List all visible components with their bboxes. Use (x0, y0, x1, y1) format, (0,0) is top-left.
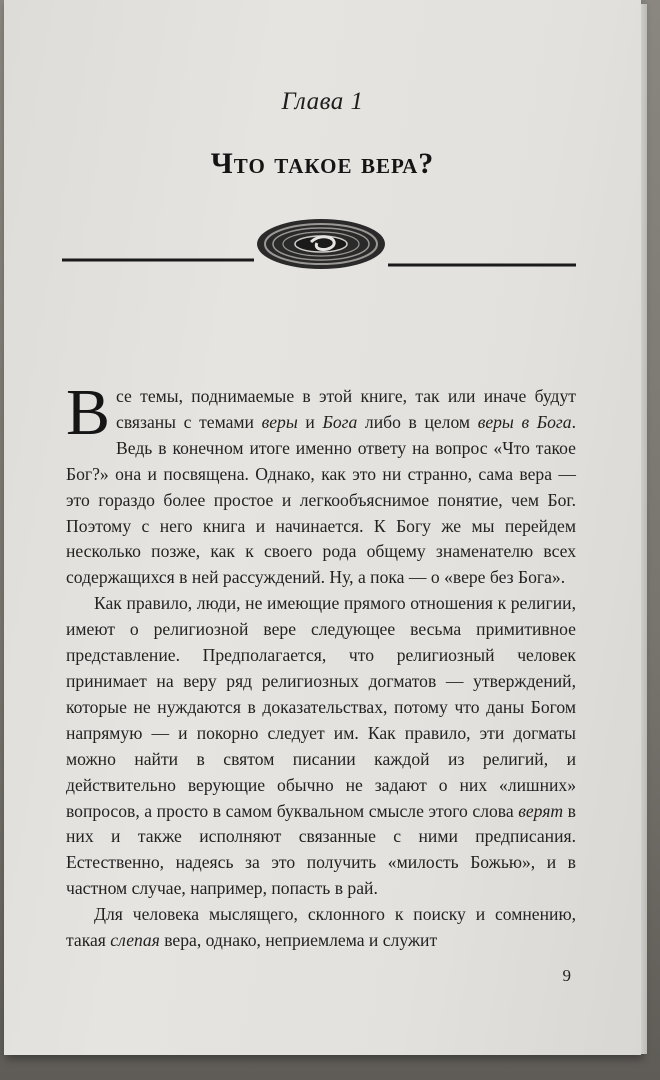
drop-cap: В (66, 376, 111, 449)
emphasis: верят (518, 800, 564, 821)
emphasis: слепая (110, 930, 160, 951)
chapter-label: Глава 1 (281, 88, 364, 115)
chapter-ornament (62, 216, 576, 276)
paragraph-3: Для человека мыслящего, склонного к поиску и сомнению, такая слепая вера, однако, неприемлема и служит (66, 904, 576, 951)
page-number: 9 (562, 966, 571, 985)
book-page (4, 0, 641, 1055)
ornament-swirl (257, 219, 385, 269)
emphasis: веры в Бога (477, 411, 572, 432)
emphasis: Бога (322, 411, 358, 432)
paragraph-2: Как правило, люди, не имеющие прямого отношения к религии, имеют о религиозной вере следующее весьма примитивное представление. Предполагается, что религиозный человек принимает на веру ряд религиозных догматов — утверждений, которые не нуждаются в доказательствах, потому что даны Богом напрямую — и покорно следует им. Как правило, эти догматы можно найти в святом писании каждой из религий, и действительно верующие обычно не задают о них «лишних» вопросов, а просто в самом буквальном смысле этого слова верят в них и также исполняют связанные с ними предписания. Естественно, надеясь за это получить «милость Божью», и в частном случае, например, попасть в рай. (66, 593, 576, 899)
emphasis: веры (261, 411, 298, 432)
body-text (66, 376, 576, 954)
chapter-title: Что такое вера? (210, 147, 435, 180)
paragraph-1: Все темы, поднимаемые в этой книге, так или иначе будут связаны с темами веры и Бога либо в целом веры в Бога. Ведь в конечном итоге именно ответу на вопрос «Что такое Бог?» она и посвящена. Однако, как это ни странно, сама вера — это гораздо более простое и легкообъяснимое понятие, чем Бог. Поэтому с него книга и начинается. К Богу же мы перейдем несколько позже, как к своего рода общему знаменателю всех содержащихся в ней рассуждений. Ну, а пока — о «вере без Бога». (66, 376, 576, 588)
